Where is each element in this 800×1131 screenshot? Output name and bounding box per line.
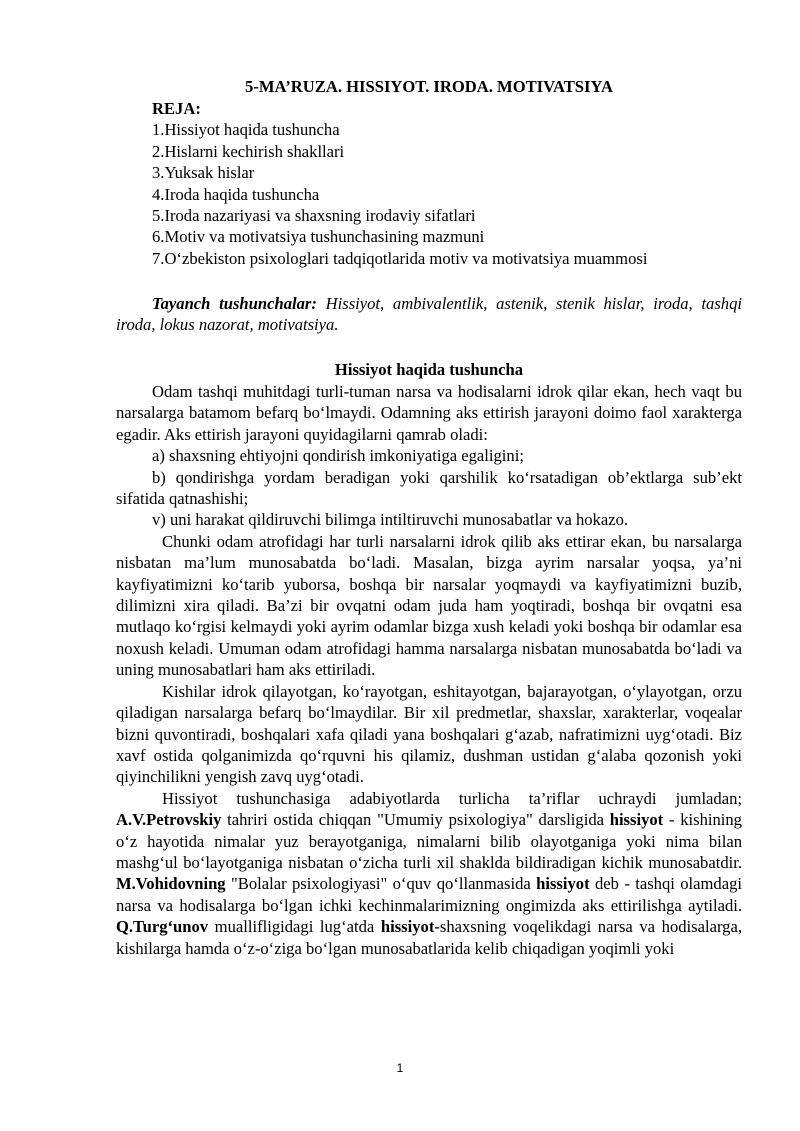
term: hissiyot bbox=[380, 917, 435, 937]
key-concepts-text: Hissiyot, ambivalentlik, astenik, stenik hislar, iroda, tashqi iroda, lokus nazorat, motivatsiya. bbox=[116, 294, 743, 335]
lecture-plan bbox=[152, 98, 752, 269]
list-item-a: a) shaxsning ehtiyojni qondirish imkoniyatiga egaligini; bbox=[152, 446, 524, 466]
lecture-title: 5-MA’RUZA. HISSIYOT. IRODA. MOTIVATSIYA bbox=[245, 77, 613, 96]
author-name: A.V.Petrovskiy bbox=[116, 810, 222, 830]
paragraph: Odam tashqi muhitdagi turli-tuman narsa va hodisalarni idrok qilar ekan, hech vaqt bu narsalarga batamom befarq bo‘lmaydi. Odamning aks ettirish jarayoni doimo faol xarakterga egadir. Aks ettirish jarayoni quyidagilarni qamrab oladi: bbox=[116, 382, 742, 444]
plan-item: 5.Iroda nazariyasi va shaxsning irodaviy sifatlari bbox=[152, 206, 476, 226]
paragraph: Kishilar idrok qilayotgan, ko‘rayotgan, eshitayotgan, bajarayotgan, o‘ylayotgan, orzu qiladigan narsalarga befarq bo‘lmaydilar. Bir xil predmetlar, shaxslar, xarakterlar, voqealar bizni quvontiradi, boshqalari xafa qiladi yana boshqalari g‘azab, nafratimizni uyg‘otadi. Biz xavf ostida qolganimizda qo‘rquvni his qilamiz, dushman ustidan g‘alaba qozonish yoki qiyinchilikni yengish zavq uyg‘otadi. bbox=[116, 681, 742, 787]
plan-item: 2.Hislarni kechirish shakllari bbox=[152, 141, 345, 161]
text-run: deb - tashqi olamdagi narsa va hodisalarga bo‘lgan ichki kechinmalarimizning ongimizda aks ettirilishga aytiladi. bbox=[116, 874, 742, 915]
plan-item: 6.Motiv va motivatsiya tushunchasining mazmuni bbox=[152, 227, 485, 247]
key-concepts bbox=[116, 293, 742, 336]
author-name: M.Vohidovning bbox=[116, 874, 226, 894]
text-run: - kishining o‘z hayotida nimalar yuz berayotganiga, nimalarni bilib olayotganiga yoki nima bilan mashg‘ul bo‘layotganiga nisbatan o‘zicha turli xil shaklda bildiradigan kichik munosabatdir. bbox=[116, 810, 742, 872]
list-item-b: b) qondirishga yordam beradigan yoki qarshilik ko‘rsatadigan ob’ektlarga sub’ekt sifatida qatnashishi; bbox=[116, 467, 742, 509]
text-run: -shaxsning voqelikdagi narsa va hodisalarga, kishilarga hamda o‘z-o‘ziga bo‘lgan munosabatlarida kelib chiqadigan yoqimli yoki bbox=[116, 917, 742, 958]
plan-heading: REJA: bbox=[152, 99, 201, 118]
term: hissiyot bbox=[536, 874, 590, 894]
section-heading: Hissiyot haqida tushuncha bbox=[334, 360, 524, 379]
section-body bbox=[116, 381, 742, 959]
page-number: 1 bbox=[396, 1061, 404, 1075]
paragraph: Chunki odam atrofidagi har turli narsalarni idrok qilib aks ettirar ekan, bu narsalarga nisbatan ma’lum munosabatda bo‘ladi. Masalan, bizga ayrim narsalar yoqsa, ya’ni kayfiyatimizni ko‘tarib yuborsa, boshqa bir narsalar yoqmaydi va kayfiyatimizni buzib, dilimizni xira qiladi. Ba’zi bir ovqatni odam juda ham yoqtiradi, boshqa bir ovqatni esa mutlaqo ko‘rgisi kelmaydi yoki ayrim odamlar bizga xush keladi yoki boshqa bir odamlar esa noxush keladi. Umuman odam atrofidagi hamma narsalarga nisbatan munosabatda bo‘ladi va uning munosabatlari ham aks ettiriladi. bbox=[116, 531, 742, 680]
list-item-v: v) uni harakat qildiruvchi bilimga intiltiruvchi munosabatlar va hokazo. bbox=[152, 510, 629, 530]
text-run: tahriri ostida chiqqan "Umumiy psixologiya" darsligida bbox=[221, 810, 610, 830]
definitions-paragraph bbox=[116, 788, 742, 959]
plan-item: 4.Iroda haqida tushuncha bbox=[152, 184, 320, 204]
plan-item: 7.O‘zbekiston psixologlari tadqiqotlarida motiv va motivatsiya muammosi bbox=[152, 248, 648, 268]
author-name: Q.Turg‘unov bbox=[116, 917, 209, 937]
term: hissiyot bbox=[609, 810, 664, 830]
text-run: muallifligidagi lug‘atda bbox=[208, 917, 381, 937]
plan-item: 3.Yuksak hislar bbox=[152, 163, 255, 183]
text-run: "Bolalar psixologiyasi" o‘quv qo‘llanmasida bbox=[225, 874, 537, 894]
text-run: Hissiyot tushunchasiga adabiyotlarda turlicha ta’riflar uchraydi jumladan; bbox=[162, 788, 742, 808]
plan-item: 1.Hissiyot haqida tushuncha bbox=[152, 120, 340, 140]
key-concepts-label: Tayanch tushunchalar: bbox=[152, 294, 317, 313]
